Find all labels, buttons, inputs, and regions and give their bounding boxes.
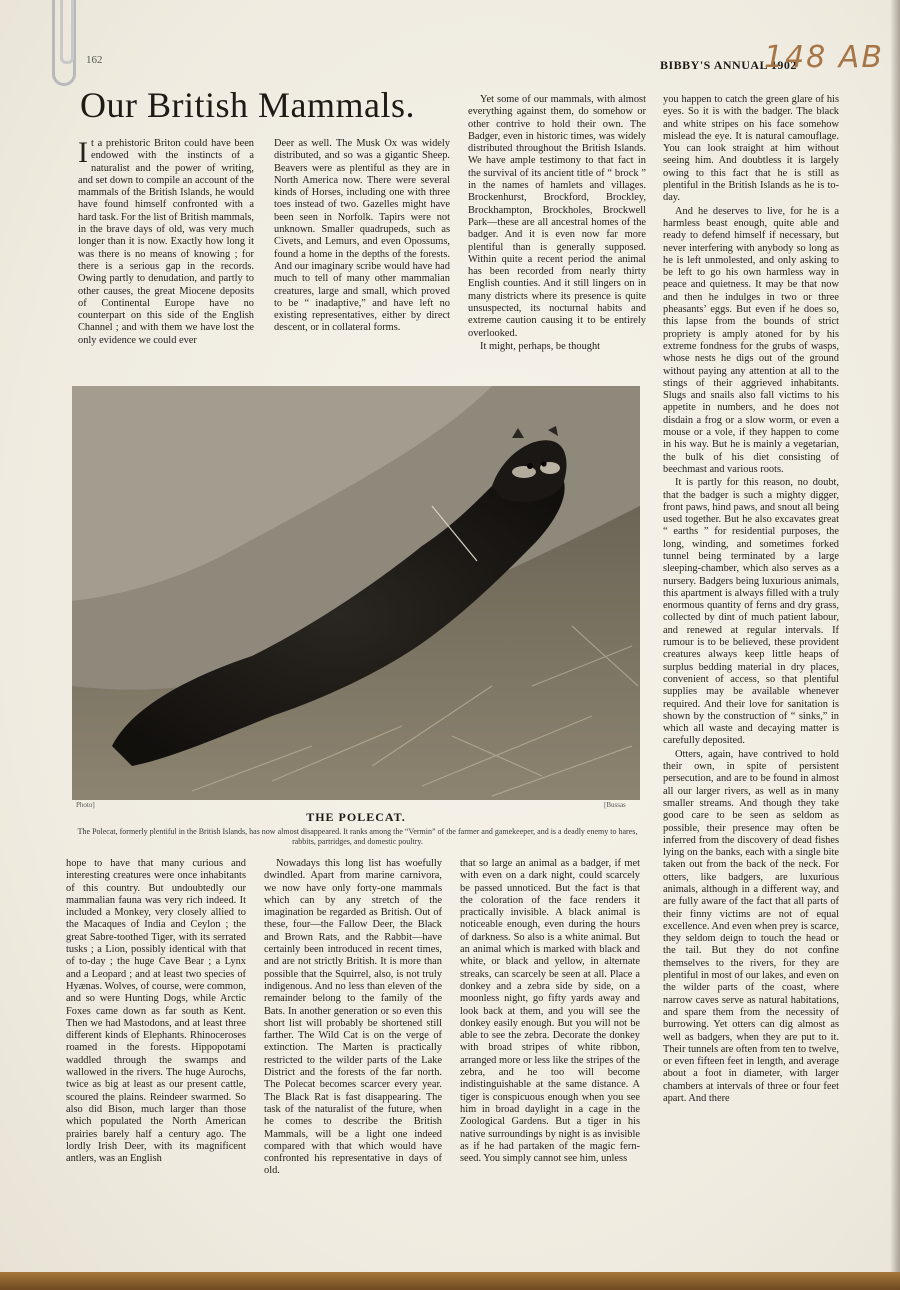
paragraph: It might, perhaps, be thought (480, 340, 601, 352)
column-1 (78, 138, 254, 376)
paragraph: Deer as well. The Musk Ox was widely distributed, and so was a gigantic Sheep. Beavers were as plentiful as they are in North America now. There were several kinds of Horses, including one with three toes instead of two. Gazelles might have been seen in Norfolk. Tapirs were not unknown. Smaller quadrupeds, such as Civets, and Lemurs, and even Opossums, found a home in the depths of the forests. And our imaginary scribe would have had much to tell of many other mammalian creatures, large and small, which proved to be “ inadaptive,” and have left no existing representatives, either by direct descent, or in collateral forms. (274, 138, 450, 334)
page-bottom-edge (0, 1272, 900, 1290)
paragraph: that so large an animal as a badger, if met with even on a dark night, could scarcely be passed unnoticed. But the fact is that the coloration of the face renders it practically invisible. A black animal is noticeable enough, even during the hours of darkness. So also is a white animal. But an animal which is marked with black and white, or black and yellow, in alternate streaks, can scarcely be seen at all. Place a donkey and a zebra side by side, on a moonless night, go fifty yards away and look back at them, and you will see the donkey easily enough. But you will not be able to see the zebra. Decorate the donkey with broad stripes of white ribbon, arranged more or less like the stripes of the zebra, and he too will become indistinguishable at the same distance. A tiger is conspicuous enough when you see him in broad daylight in a cage in the Zoological Gardens. But a tiger in his native surroundings by night is as invisible as if he had partaken of the magic fern-seed. You simply cannot see him, unless (460, 858, 640, 1165)
annual-masthead: BIBBY'S ANNUAL 1902 (660, 58, 797, 72)
bottom-column-1 (66, 858, 246, 1220)
polecat-photograph (72, 386, 640, 800)
article-title: Our British Mammals. (80, 85, 415, 125)
drop-cap: I (78, 138, 88, 169)
paragraph: Nowadays this long list has woefully dwindled. Apart from marine carnivora, we now have only forty-one mammals which can by any stretch of the imagination be regarded as British. Out of these, four—the Fallow Deer, the Black and Brown Rats, and the Rabbit—have certainly been introduced in recent times, and are not strictly British. It is more than possible that the Squirrel, also, is not truly indigenous. And no less than eleven of the remainder belong to the family of the Bats. In another generation or so even this short list will probably be shortened still farther. The Wild Cat is on the verge of extinction. The Marten is practically restricted to the wilder parts of the Lake District and the forests of the far north. The Polecat becomes scarcer every year. The Black Rat is fast disappearing. The task of the naturalist of the future, when he comes to describe the British Mammals, will be a light one indeed compared with that which would have confronted his representative in days of old. (264, 858, 442, 1177)
polecat-image (72, 386, 640, 800)
paragraph: hope to have that many curious and interesting creatures were once inhabitants of this country. But undoubtedly our mammalian fauna was very rich indeed. It included a Monkey, very closely allied to the Macaques of India and Ceylon ; the great Sabre-toothed Tiger, with its serrated tusks ; a Lion, possibly identical with that of to-day ; the huge Cave Bear ; a Lynx and a Leopard ; and at least two species of Hyænas. Wolves, of course, were common, and so were Hunting Dogs, while Arctic Foxes came down as far south as Kent. Then we had Mastodons, and at least three different kinds of Elephants. Rhinoceroses roamed in the forests. Hippopotami waddled through the swamps and wallowed in the rivers. The huge Aurochs, twice as big at least as our present cattle, scoured the plains. Reindeer swarmed. So also did Bison, much larger than those which populated the North American prairies barely half a century ago. The lordly Irish Deer, with its magnificent antlers, was an English (66, 858, 246, 1165)
paragraph-text: t a prehistoric Briton could have been endowed with the instincts of a naturalist and the power of writing, and set down to compile an account of the mammals of the British Islands, he would have found himself confronted with a hard task. For the list of British mammals, in the brave days of old, was very much longer than it is now. Exactly how long it was there is no means of knowing ; for there is a serious gap in the records. Owing partly to denudation, and partly to other causes, the great Miocene deposits of Continental Europe have no counterpart on this side of the English Channel ; and with them we have lost the only evidence we could ever (78, 138, 254, 346)
figure-title: THE POLECAT. (306, 810, 406, 824)
paragraph: Otters, again, have contrived to hold their own, in spite of persistent persecution, and are to be found in almost all our larger rivers, as well as in many smaller streams. And though they take good care to be seen as seldom as possible, their presence may often be inferred from the discovery of dead fishes lying on the banks, each with a single bite taken out from the back of the neck. For otters, like badgers, are luxurious animals, although in a different way, and are fully aware of the fact that all parts of their finny victims are not of equal excellence. And even when prey is scarce, they seldom deign to touch the head or the tail. But they do not confine themselves to the rivers, for they are plentiful in most of our lakes, and even on the wilder parts of the coast, where narrow caves serve as natural habitations, and spare them from the necessity of burrowing. Yet otters can dig almost as well as badgers, when they are put to it. Their tunnels are often from ten to twelve, or even fifteen feet in length, and average about a foot in diameter, with larger chambers at intervals of three or four feet apart. And there (663, 748, 839, 1105)
paragraph: you happen to catch the green glare of his eyes. So it is with the badger. The black and white stripes on his face somehow mislead the eye. It is natural camouflage. You can look straight at him without seeing him. And doubtless it is largely owing to this fact that he is still as plentiful in the British Islands as he is to-day. (663, 94, 839, 204)
handwritten-reference: 148 AB (764, 40, 884, 75)
column-2 (274, 138, 450, 376)
column-4 (663, 94, 839, 1218)
paper-clip-icon (52, 0, 76, 86)
paragraph: It is partly for this reason, no doubt, that the badger is such a mighty digger, front paws, hind paws, and snout all being used together. But he also excavates great “ earths ” for residential purposes, the long, winding, and sometimes forked tunnel being terminated by a large sleeping-chamber, which also serves as a nursery. Badgers being luxurious animals, this apartment is always filled with a truly enormous quantity of ferns and dry grass, collected by dint of much patient labour, and renewed at regular intervals. If rumour is to be believed, these provident creatures always keep little heaps of surplus bedding material in dry places, convenient of access, so that plentiful supplies may be available whenever required. And their love for sanitation is shown by the construction of “ sinks,” in which all waste and decaying matter is carefully deposited. (663, 477, 839, 747)
bottom-column-3 (460, 858, 640, 1220)
figure-caption: The Polecat, formerly plentiful in the British Islands, has now almost disappeared. It ranks among the “Vermin” of the farmer and gamekeeper, and is a deadly enemy to hares, rabbits, partridges, and domestic poultry. (77, 827, 638, 846)
paragraph: Yet some of our mammals, with almost everything against them, do somehow or other contrive to hold their own. The Badger, even in historic times, was widely distributed throughout the British Islands. We have ample testimony to that fact in the survival of its ancient title of “ brock ” in the names of hamlets and villages. Brockenhurst, Brockford, Brockley, Brockhampton, Brockholes, Brockwell Park—these are all ancestral homes of the badger. And it is even now far more plentiful than is generally supposed. Within quite a recent period the animal has been recorded from nearly thirty English counties. And it still lingers on in many districts where its presence is quite unsuspected, its nocturnal habits and extreme caution causing it to be entirely overlooked. (468, 94, 646, 339)
paragraph (78, 138, 254, 347)
column-3-top (468, 94, 646, 376)
paragraph: And he deserves to live, for he is a harmless beast enough, quite able and ready to defend himself if necessary, but never interfering with anybody so long as he is left unmolested, and only asking to be left to go his own harmless way in peace and quietness. It may be that now and then he indulges in two or three pheasants’ eggs. But even if he does so, this lapse from the bounds of strict propriety is amply atoned for by his extreme fondness for the grubs of wasps, whose nests he digs out of the ground without paying any attention at all to the stings of their aggrieved inhabitants. Slugs and snails also fall victims to his appetite in numbers, and he does not disdain a frog or a slow worm, or even a mouse or a vole, if they happen to come in his way. But he is mainly a vegetarian, the bulk of his diet consisting of beechmast and various roots. (663, 205, 839, 475)
bottom-column-2 (264, 858, 442, 1220)
photo-credit-right: [Bussas (604, 801, 626, 809)
page-number: 162 (86, 54, 103, 66)
page-edge-shadow (890, 0, 900, 1290)
photo-credit-left: Photo] (76, 801, 95, 809)
